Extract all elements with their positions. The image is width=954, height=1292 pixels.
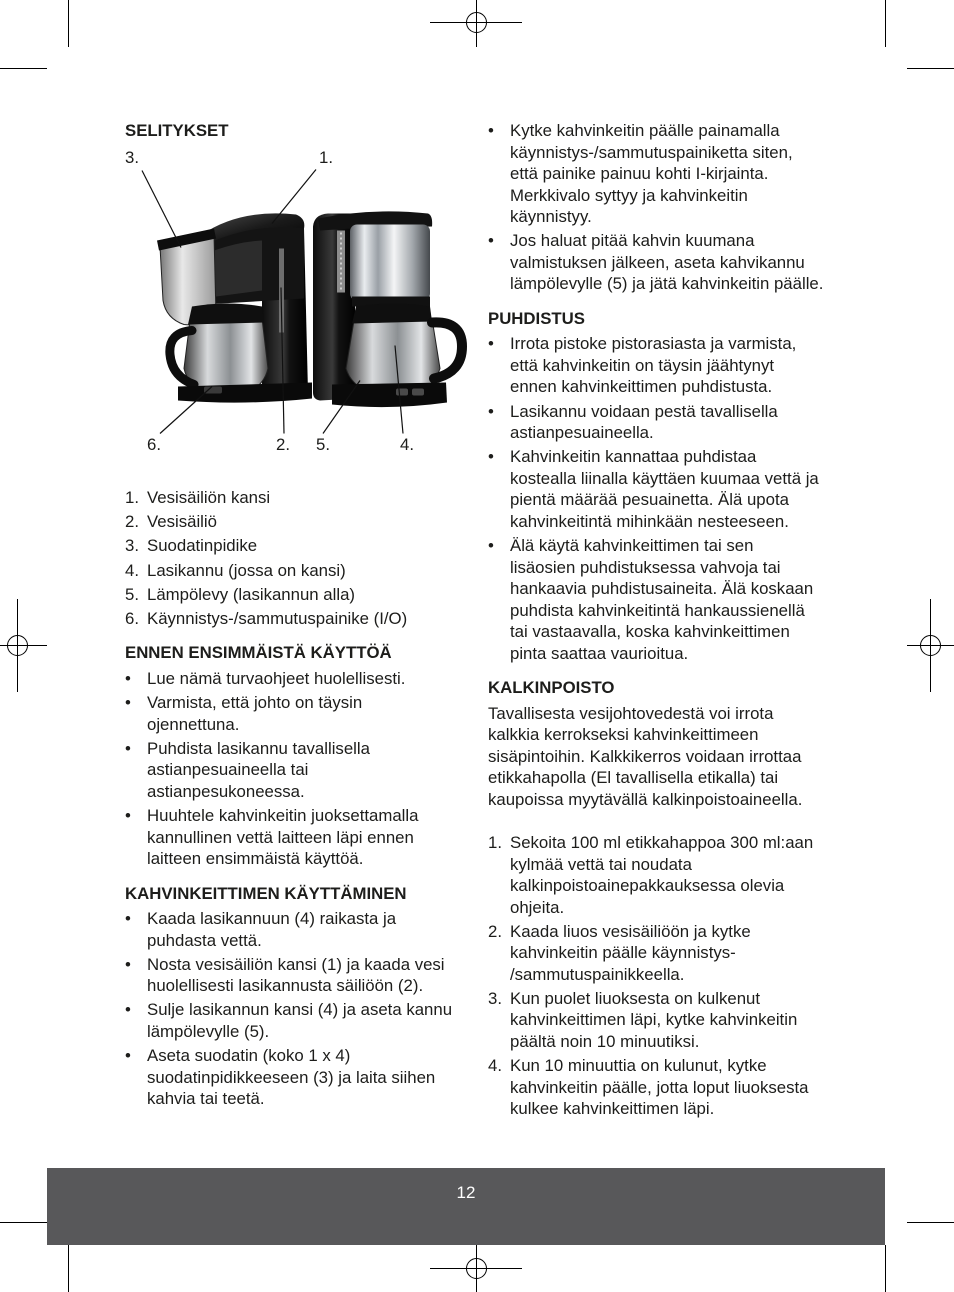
bullet-marker: • xyxy=(125,668,131,688)
coffee-maker-illustration xyxy=(125,142,470,462)
parts-list-item xyxy=(125,608,470,630)
crop-mark-top-left xyxy=(0,0,69,69)
bullet-item xyxy=(488,333,888,398)
carafe-lid xyxy=(188,303,264,324)
bullet-item-text: Huuhtele kahvinkeitin juoksettamalla kannullinen vettä laitteen läpi ennen laitteen ensimmäistä käyttöä. xyxy=(147,806,419,868)
power-switch xyxy=(204,386,222,393)
item-text: Lämpölevy (lasikannun alla) xyxy=(147,584,356,604)
bullet-item xyxy=(488,535,888,664)
using-list xyxy=(125,908,470,1110)
parts-list-item xyxy=(125,511,470,533)
bullet-item xyxy=(125,805,470,870)
registration-mark-bottom xyxy=(430,1245,522,1292)
bullet-item-text: Irrota pistoke pistorasiasta ja varmista, että kahvinkeitin on täysin jäähtynyt ennen kahvinkeittimen puhdistusta. xyxy=(510,334,797,397)
left-column xyxy=(125,120,470,1110)
crop-mark-bottom-right xyxy=(886,1223,954,1292)
bullet-item xyxy=(125,668,470,690)
item-number: 3. xyxy=(125,536,139,556)
step-text: Kun 10 minuuttia on kulunut, kytke kahvinkeitin päälle, jotta loput liuoksesta kulkee kahvinkeittimen läpi. xyxy=(510,1056,809,1119)
figure-label-5: 5. xyxy=(316,435,330,455)
figure-label-3: 3. xyxy=(125,148,139,168)
parts-list-item xyxy=(125,560,470,582)
parts-list-item xyxy=(125,487,470,509)
stainless-front-panel xyxy=(350,224,430,300)
bullet-item xyxy=(488,120,888,228)
step-text: Kaada liuos vesisäiliöön ja kytke kahvinkeitin päälle käynnistys- /sammutuspainikkeella. xyxy=(510,921,751,984)
item-number: 1. xyxy=(125,488,139,507)
right-column xyxy=(488,120,888,1119)
bullet-marker: • xyxy=(125,1000,131,1020)
item-text: Vesisäiliön kansi xyxy=(147,488,271,507)
bullet-marker: • xyxy=(488,334,494,354)
bullet-item-text: Kytke kahvinkeitin päälle painamalla käynnistys-/sammutuspainiketta siten, että painike painuu kohti I-kirjainta. Merkkivalo syttyy ja kahvinkeitin käynnistyy. xyxy=(510,121,793,227)
bullet-marker: • xyxy=(125,806,131,825)
footer-band xyxy=(47,1168,885,1245)
before-first-use-heading: ENNEN ENSIMMÄISTÄ KÄYTTÖÄ xyxy=(125,643,392,663)
coffee-maker-steel xyxy=(313,211,462,407)
descaling-steps xyxy=(488,832,888,1120)
legend-heading: SELITYKSET xyxy=(125,121,229,140)
bullet-marker: • xyxy=(488,447,494,467)
leader-line-3 xyxy=(142,170,181,247)
step-text: Sekoita 100 ml etikkahappoa 300 ml:aan kylmää vettä tai noudata kalkinpoistoainepakkauksessa olevia ohjeita. xyxy=(510,833,814,917)
bullet-item-text: Jos haluat pitää kahvin kuumana valmistuksen jälkeen, aseta kahvikannu lämpölevylle (5) ja jätä kahvinkeitin päälle. xyxy=(510,231,824,294)
machine-base xyxy=(332,382,447,407)
using-continued-list xyxy=(488,120,888,295)
numbered-step xyxy=(488,1055,888,1120)
carafe-lid xyxy=(352,303,432,323)
numbered-step xyxy=(488,921,888,986)
bullet-marker: • xyxy=(125,738,131,758)
head-reflection xyxy=(214,240,262,296)
bullet-item-text: Älä käytä kahvinkeittimen tai sen lisäosien puhdistuksessa vahvoja tai hankaavia puhdistusaineita. Älä koskaan puhdista kahvinkeitintä hankaussienellä tai vastaavalla, koska kahvinkeittimen pinta saattaa vaurioitua. xyxy=(510,536,814,663)
bullet-marker: • xyxy=(125,693,131,713)
step-number: 1. xyxy=(488,833,502,852)
bullet-marker: • xyxy=(488,231,494,251)
bullet-item-text: Nosta vesisäiliön kansi (1) ja kaada vesi huolellisesti lasikannusta säiliöön (2). xyxy=(147,954,445,996)
figure-label-6: 6. xyxy=(147,435,161,455)
cleaning-heading: PUHDISTUS xyxy=(488,308,585,328)
bullet-item xyxy=(488,230,888,295)
item-number: 2. xyxy=(125,512,139,532)
bullet-marker: • xyxy=(125,1046,131,1066)
parts-figure xyxy=(125,142,470,462)
coffee-maker-open-lid xyxy=(157,213,312,402)
bullet-marker: • xyxy=(488,121,494,141)
item-number: 5. xyxy=(125,584,139,604)
control-button xyxy=(396,388,408,395)
bullet-item-text: Varmista, että johto on täysin ojennettuna. xyxy=(147,693,363,734)
bullet-item-text: Lue nämä turvaohjeet huolellisesti. xyxy=(147,668,406,688)
step-text: Kun puolet liuoksesta on kulkenut kahvinkeittimen läpi, kytke kahvinkeitin päältä noin 10 minuutiksi. xyxy=(510,988,798,1051)
numbered-step xyxy=(488,832,888,918)
bullet-item xyxy=(125,692,470,735)
figure-label-4: 4. xyxy=(400,435,414,455)
figure-label-1: 1. xyxy=(319,148,333,168)
parts-list-item xyxy=(125,535,470,557)
parts-list-item xyxy=(125,584,470,606)
crop-mark-top-right xyxy=(886,0,954,69)
bullet-item xyxy=(125,1045,470,1110)
page-number: 12 xyxy=(456,1183,476,1202)
step-number: 2. xyxy=(488,921,502,941)
before-first-use-list xyxy=(125,668,470,870)
bullet-item-text: Aseta suodatin (koko 1 x 4) suodatinpidikkeeseen (3) ja laita siihen kahvia tai teetä. xyxy=(147,1046,436,1109)
bullet-item-text: Lasikannu voidaan pestä tavallisella astianpesuaineella. xyxy=(510,401,778,443)
registration-mark-right xyxy=(907,599,954,692)
bullet-item-text: Puhdista lasikannu tavallisella astianpesuaineella tai astianpesukoneessa. xyxy=(147,738,370,801)
registration-mark-left xyxy=(0,599,47,692)
bullet-item xyxy=(488,401,888,444)
bullet-marker: • xyxy=(125,909,131,928)
bullet-item-text: Kahvinkeitin kannattaa puhdistaa kostealla liinalla käyttäen kuumaa vettä ja pientä määrää pesuainetta. Älä upota kahvinkeitintä mihinkään nesteeseen. xyxy=(510,447,819,531)
item-text: Suodatinpidike xyxy=(147,536,258,556)
bullet-item-text: Sulje lasikannun kansi (4) ja aseta kannu lämpölevylle (5). xyxy=(147,1000,453,1041)
descaling-heading: KALKINPOISTO xyxy=(488,678,615,697)
descaling-intro: Tavallisesta vesijohtovedestä voi irrota kalkkia kerrokseksi kahvinkeittimeen sisäpintoihin. Kalkkikerros voidaan irrottaa etikkahapolla (El tavallisella etikalla) tai kaupoissa myytävällä kalkinpoistoaineella. xyxy=(488,703,803,809)
figure-label-2: 2. xyxy=(276,435,290,455)
step-number: 3. xyxy=(488,988,502,1008)
item-text: Käynnistys-/sammutuspainike (I/O) xyxy=(147,608,408,628)
step-number: 4. xyxy=(488,1056,502,1076)
bullet-marker: • xyxy=(125,954,131,974)
parts-list xyxy=(125,487,470,629)
bullet-marker: • xyxy=(488,401,494,421)
control-button xyxy=(412,388,424,395)
bullet-marker: • xyxy=(488,536,494,555)
item-number: 4. xyxy=(125,560,139,580)
item-text: Lasikannu (jossa on kansi) xyxy=(147,560,346,580)
item-text: Vesisäiliö xyxy=(147,512,217,532)
bullet-item xyxy=(125,738,470,803)
registration-mark-top xyxy=(430,0,522,47)
bullet-item xyxy=(125,954,470,997)
numbered-step xyxy=(488,988,888,1053)
cleaning-list xyxy=(488,333,888,664)
bullet-item xyxy=(125,999,470,1042)
bullet-item xyxy=(125,908,470,951)
using-heading: KAHVINKEITTIMEN KÄYTTÄMINEN xyxy=(125,883,407,903)
item-number: 6. xyxy=(125,608,139,628)
bullet-item xyxy=(488,446,888,532)
bullet-item-text: Kaada lasikannuun (4) raikasta ja puhdasta vettä. xyxy=(147,909,397,950)
